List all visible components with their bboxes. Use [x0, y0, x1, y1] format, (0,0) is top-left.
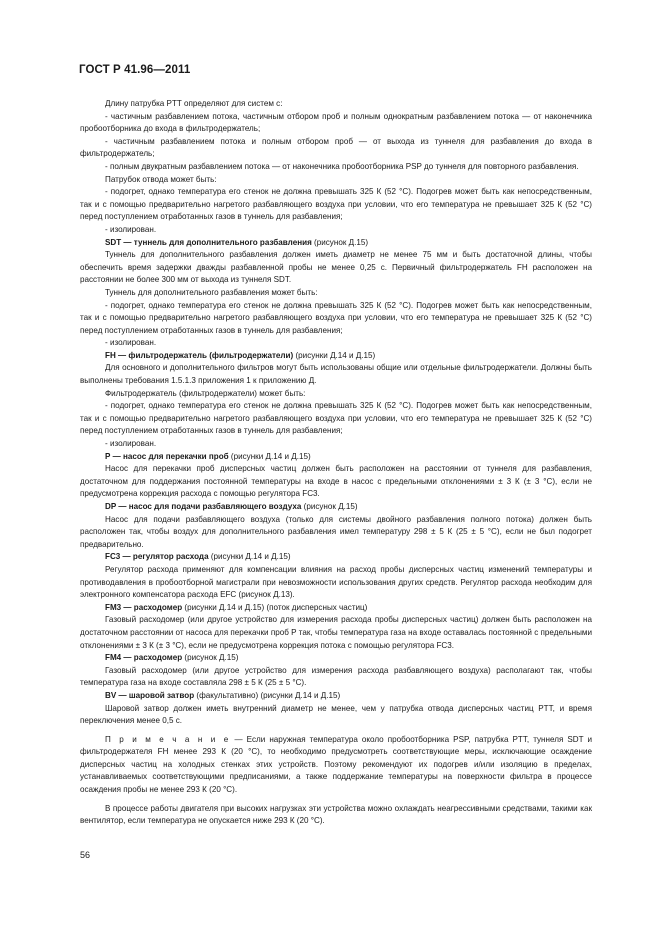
list-item: - полным двукратным разбавлением потока — от наконечника пробоотборника PSP до туннеля для повторного разбавления.	[105, 161, 579, 171]
paragraph: Для основного и дополнительного фильтров могут быть использованы общие или отдельные фильтродержатели. Должны быть выполнены требования 1.5.1.3 приложения 1 к приложению Д.	[80, 363, 592, 386]
paragraph: Фильтродержатель (фильтродержатели) может быть:	[105, 388, 306, 398]
list-item: - частичным разбавлением потока и полным отбором проб — от выхода из туннеля для разбавления до входа в фильтродержатель;	[80, 136, 592, 159]
list-item: - изолирован.	[105, 439, 157, 449]
heading-label: DP — насос для подачи разбавляющего воздуха	[105, 502, 302, 511]
heading-label: SDT — туннель для дополнительного разбавления	[105, 237, 312, 247]
heading-label: FM4 — расходомер	[105, 653, 183, 663]
heading-ref: (рисунок Д.15)	[311, 237, 369, 247]
paragraph: Газовый расходомер (или другое устройство для измерения расхода разбавляющего воздуха) располагают так, чтобы температура газа на входе составляла 298 ± 5 К (25 ± 5 °С).	[80, 665, 592, 688]
paragraph: В процессе работы двигателя при высоких нагрузках эти устройства можно охлаждать неагрессивными средствами, такими как вентилятор, если температура не опускается ниже 293 К (20 °С).	[80, 803, 592, 826]
heading-label: FC3 — регулятор расхода	[105, 552, 209, 562]
section-heading-fm4	[80, 652, 592, 665]
paragraph: Патрубок отвода может быть:	[105, 174, 217, 184]
paragraph: Туннель для дополнительного разбавления может быть:	[105, 287, 318, 297]
section-heading-p	[80, 451, 592, 464]
section-heading-bv	[80, 690, 592, 703]
heading-ref: (рисунок Д.15)	[182, 653, 239, 663]
paragraph: Шаровой затвор должен иметь внутренний диаметр не менее, чем у патрубка отвода дисперсных частиц PTT, и время переключения менее 0,5 с.	[80, 703, 592, 726]
section-heading-fh	[80, 350, 592, 363]
heading-label: FM3 — расходомер	[105, 602, 183, 612]
list-item: - частичным разбавлением потока, частичным отбором проб и полным однократным разбавлением потока — от наконечника пробоотборника до входа в фильтродержатель;	[80, 111, 592, 134]
paragraph: Длину патрубка PTT определяют для систем с:	[105, 99, 283, 108]
paragraph: Насос для перекачки проб дисперсных частиц должен быть расположен на расстоянии от туннеля для разбавления, достаточном для поддержания постоянной температуры на входе в насос с предельными отклонениями ± 3 К (± 3 °С), если не предусмотрена коррекция расхода с помощью регулятора FC3.	[80, 464, 592, 499]
heading-ref: (рисунки Д.14 и Д.15)	[228, 451, 311, 461]
paragraph: Газовый расходомер (или другое устройство для измерения расхода пробы дисперсных частиц) должен быть расположен на достаточном расстоянии от насоса для перекачки проб Р так, чтобы температура газа на входе оставалась постоянной с предельными отклонениями ± 3 К (± 3 °С), если не предусмотрена коррекция потока с помощью регулятора FC3.	[80, 615, 592, 650]
section-heading-fm3	[80, 602, 592, 615]
document-body	[80, 98, 592, 828]
page-number: 56	[80, 850, 91, 860]
heading-label: Р — насос для перекачки проб	[105, 451, 229, 461]
list-item: - подогрет, однако температура его стенок не должна превышать 325 К (52 °С). Подогрев может быть как непосредственным, так и с помощью предварительно нагретого разбавляющего воздуха при условии, что его температура не превышает 325 К (52 °С) перед поступлением отработанных газов в туннель для разбавления;	[80, 300, 592, 335]
heading-ref: (факультативно) (рисунки Д.14 и Д.15)	[194, 690, 341, 700]
heading-label: BV — шаровой затвор	[105, 690, 195, 700]
heading-ref: (рисунки Д.14 и Д.15) (поток дисперсных частиц)	[182, 602, 368, 612]
list-item: - подогрет, однако температура его стенок не должна превышать 325 К (52 °С). Подогрев может быть как непосредственным, так и с помощью предварительно нагретого разбавляющего воздуха при условии, что его температура не превышает 325 К (52 °С) перед поступлением отработанных газов в туннель для разбавления;	[80, 187, 592, 222]
heading-ref: (рисунки Д.14 и Д.15)	[208, 552, 291, 562]
list-item: - изолирован.	[105, 224, 157, 234]
section-heading-fc3	[80, 551, 592, 564]
document-header: ГОСТ Р 41.96—2011	[79, 64, 191, 76]
heading-label: FH — фильтродержатель (фильтродержатели)	[105, 350, 294, 360]
note-text: — Если наружная температура около пробоотборника PSP, патрубка PTT, туннеля SDT и фильтродержателя FH менее 293 К (20 °С), то необходимо предусмотреть соответствующие меры, исключающие осаждение дисперсных частиц на холодных стенках этих устройств. Поэтому рекомендуют их подогрев и/или изоляцию в пределах, устанавливаемых соответствующими предписаниями, а также поддержание температуры на поверхности фильтра в процессе осаждения пробы не менее 293 К (20 °С).	[80, 734, 593, 795]
note-label: П р и м е ч а н и е	[105, 734, 231, 744]
section-heading-dp	[80, 501, 592, 514]
section-heading-sdt	[80, 237, 592, 250]
note	[80, 734, 592, 797]
heading-ref: (рисунки Д.14 и Д.15)	[293, 350, 376, 360]
list-item: - подогрет, однако температура его стенок не должна превышать 325 К (52 °С). Подогрев может быть как непосредственным, так и с помощью предварительно нагретого разбавляющего воздуха при условии, что его температура не превышает 325 К (52 °С) перед поступлением отработанных газов в туннель для разбавления;	[80, 401, 592, 436]
paragraph: Насос для подачи разбавляющего воздуха (только для системы двойного разбавления полного потока) должен быть расположен так, чтобы воздух для дополнительного разбавления имел температуру 298 ± 5 К (25 ± 5 °С), если не был подогрет предварительно.	[80, 514, 592, 549]
paragraph: Туннель для дополнительного разбавления должен иметь диаметр не менее 75 мм и быть достаточной длины, чтобы обеспечить время задержки дважды разбавленной пробы не менее 0,25 с. Первичный фильтродержатель FH расположен на расстоянии не более 300 мм от выхода из туннеля SDT.	[80, 250, 592, 285]
heading-ref: (рисунок Д.15)	[301, 502, 358, 511]
list-item: - изолирован.	[105, 338, 157, 348]
paragraph: Регулятор расхода применяют для компенсации влияния на расход пробы дисперсных частиц изменений температуры и противодавления в пробоотборной магистрали при невозможности использования других средств. Регулятор расхода необходим для электронного компенсатора расхода EFC (рисунок Д.13).	[80, 564, 592, 600]
